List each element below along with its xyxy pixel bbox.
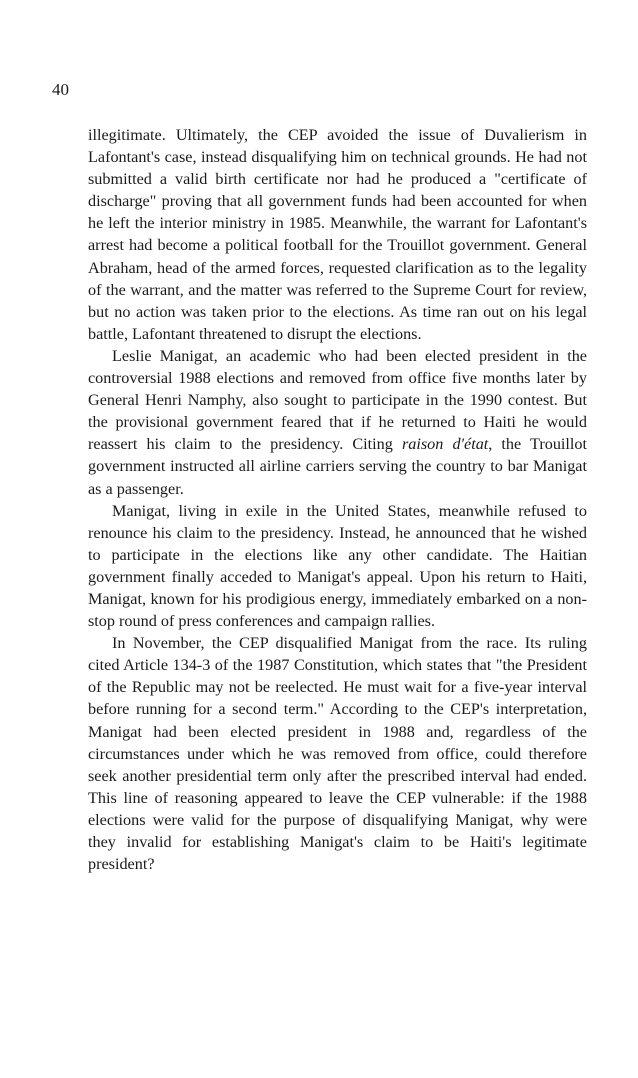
paragraph-2	[88, 345, 587, 500]
paragraph-4	[88, 632, 587, 875]
paragraph-2-text-b: , the Trouillot government instructed all airline carriers serving the country to bar Manigat as a passenger.	[88, 435, 587, 498]
paragraph-2-italic-phrase: raison d'état	[401, 435, 489, 454]
page-number: 40	[52, 80, 69, 99]
paragraph-1-text: illegitimate. Ultimately, the CEP avoided the issue of Duvalierism in Lafontant's case, instead disqualifying him on technical grounds. He had not submitted a valid birth certificate nor had he produced a "certificate of discharge" proving that all government funds had been accounted for when he left the interior ministry in 1985. Meanwhile, the warrant for Lafontant's arrest had become a political football for the Trouillot government. General Abraham, head of the armed forces, requested clarification as to the legality of the warrant, and the matter was referred to the Supreme Court for review, but no action was taken prior to the elections. As time ran out on his legal battle, Lafontant threatened to disrupt the elections.	[88, 126, 587, 343]
paragraph-4-text: In November, the CEP disqualified Manigat from the race. Its ruling cited Article 134-3 of the 1987 Constitution, which states that "the President of the Republic may not be reelected. He must wait for a five-year interval before running for a second term." According to the CEP's interpretation, Manigat had been elected president in 1988 and, regardless of the circumstances under which he was removed from office, could therefore seek another presidential term only after the prescribed interval had ended. This line of reasoning appeared to leave the CEP vulnerable: if the 1988 elections were valid for the purpose of disqualifying Manigat, why were they invalid for establishing Manigat's claim to be Haiti's legitimate president?	[88, 634, 587, 874]
paragraph-3	[88, 500, 587, 633]
body-text	[88, 124, 587, 875]
paragraph-2-text-a: Leslie Manigat, an academic who had been elected president in the controversial 1988 elections and removed from office five months later by General Henri Namphy, also sought to participate in the 1990 contest. But the provisional government feared that if he returned to Haiti he would reassert his claim to the presidency. Citing	[88, 346, 587, 454]
paragraph-1	[88, 124, 587, 345]
paragraph-3-text: Manigat, living in exile in the United States, meanwhile refused to renounce his claim to the presidency. Instead, he announced that he wished to participate in the elections like any other candidate. The Haitian government finally acceded to Manigat's appeal. Upon his return to Haiti, Manigat, known for his prodigious energy, immediately embarked on a non-stop round of press conferences and campaign rallies.	[88, 501, 587, 631]
